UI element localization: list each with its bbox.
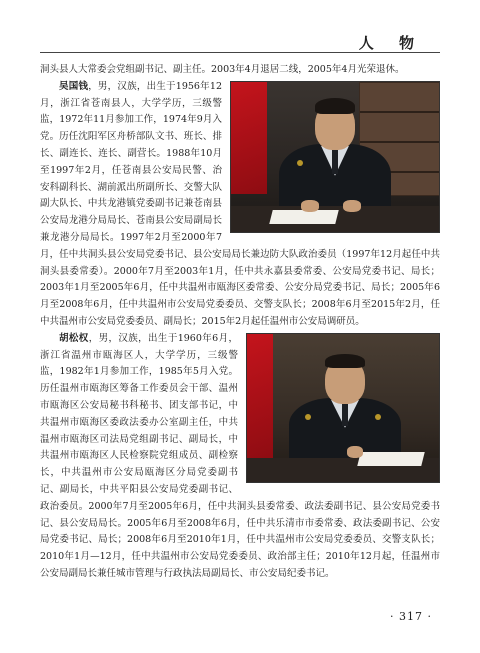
article-body [40, 62, 440, 583]
portrait-photo-hu-songquan [246, 333, 440, 483]
portrait-photo-wu-guoqian [230, 81, 440, 233]
page-number: · 317 · [390, 610, 432, 623]
flag-image [247, 334, 273, 460]
section-header-title: 人 物 [358, 34, 424, 52]
intro-paragraph: 洞头县人大常委会党组副书记、副主任。2003年4月退居二线，2005年4月光荣退休。 [40, 64, 405, 75]
header-rule [40, 52, 440, 53]
biography-wu-guoqian [40, 79, 440, 331]
person-name: 胡松权 [59, 332, 89, 344]
biography-text: ，男，汉族，出生于1956年12月，浙江省苍南县人，大学学历，三级警监，1972年11月参加工作，1974年9月入党。历任沈阳军区舟桥部队文书、班长、排长、副连长、连长、副营长。1988年10月至1997年2月，任苍南县公安局民警、治安科副科长、湖前派出所副所长、交警大队副大队长、中共龙港镇党委副书记兼苍南县公安局龙港分局局长、苍南县公安局副局长兼龙港分局局长。1997年2月至2000年7月，任中共洞头县公安局党委书记、县公安局局长兼边防大队政治委员（1997年12月起任中共洞头县委常委）。2000年7月至2003年1月，任中共永嘉县委常委、公安局党委书记、局长；2003年1月至2005年6月，任中共温州市瓯海区委常委、公安分局党委书记、局长；2005年6月至2008年6月，任中共温州市公安局党委委员、交警支队长；2008年6月至2015年2月，任中共温州市公安局党委委员、副局长；2015年2月起任温州市公安局调研员。 [40, 80, 440, 327]
flag-image [231, 82, 267, 194]
biography-text: ，男，汉族，出生于1960年6月，浙江省温州市瓯海区人，大学学历，三级警监，1982年1月参加工作，1985年5月入党。历任温州市瓯海区筹备工作委员会干部、温州市瓯海区公安局秘书科秘书、团支部书记，中共温州市瓯海区委政法委办公室副主任，中共温州市瓯海区司法局党组副书记、副局长，中共温州市瓯海区人民检察院党组成员、副检察长，中共温州市公安局瓯海区分局党委副书记、副局长，中共平阳县公安局党委副书记、政治委员。2000年7月至2005年6月，任中共洞头县委常委、政法委副书记、县公安局党委书记、县公安局局长。2005年6月至2008年6月，任中共乐清市市委常委、政法委副书记、公安局党委书记、局长；2008年6月至2010年1月，任中共温州市公安局党委委员、交警支队长；2010年1月—12月，任中共温州市公安局党委委员、政治部主任；2010年12月起，任温州市公安局副局长兼任城市管理与行政执法局副局长、市公安局纪委书记。 [40, 332, 440, 579]
person-name: 吴国钱 [59, 80, 89, 92]
biography-hu-songquan [40, 331, 440, 583]
